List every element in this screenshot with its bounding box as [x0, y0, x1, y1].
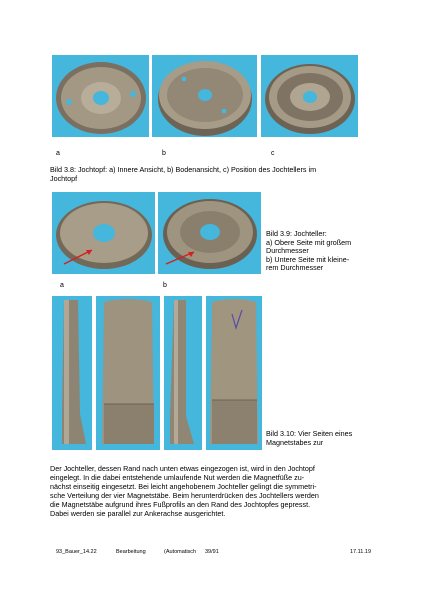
- jochteller-bottom-image: [158, 192, 261, 274]
- photo-jochteller-top-side: [52, 192, 155, 274]
- photo-jochteller-bottom-side: [158, 192, 261, 274]
- jochtopf-inner-image: [52, 55, 149, 137]
- photo-magnet-bar-side-3: [164, 296, 202, 450]
- figure-3-9-caption-line-5: rem Durchmesser: [266, 263, 324, 273]
- body-line-3: nächst einseitig eingesetzt. Bei leicht angehobenem Jochteller gelingt die symmetri-: [50, 482, 317, 491]
- jochteller-top-image: [52, 192, 155, 274]
- body-line-6: Dabei werden sie parallel zur Ankerachse ausgerichtet.: [50, 509, 226, 518]
- figure-3-9-label-b: b: [163, 282, 167, 289]
- figure-3-9-caption-line-1: Bild 3.9: Jochteller:: [266, 229, 327, 238]
- jochteller-position-image: [261, 55, 358, 137]
- magnet-bar-side-2-image: [96, 296, 160, 450]
- magnet-bar-side-3-image: [164, 296, 202, 450]
- figure-3-9-caption-line-3: Durchmesser: [266, 246, 309, 256]
- figure-3-10-caption-line-1: Bild 3.10: Vier Seiten eines: [266, 429, 353, 438]
- body-paragraph: [50, 464, 380, 518]
- body-line-2: eingelegt. In die dabei entstehende umlaufende Nut werden die Magnetfüße zu-: [50, 473, 305, 482]
- footer-status: Bearbeitung: [116, 549, 146, 555]
- figure-3-8-label-b: b: [162, 150, 166, 157]
- figure-3-10-caption-line-2: Magnetstabes zur: [266, 437, 324, 447]
- photo-jochtopf-inner-view: [52, 55, 149, 137]
- photo-magnet-bar-side-4: [206, 296, 262, 450]
- figure-3-9-caption-line-2: a) Obere Seite mit großem: [266, 237, 352, 247]
- figure-3-9-caption-line-4: b) Untere Seite mit kleine-: [266, 254, 350, 264]
- body-line-5: die Magnetstäbe aufgrund ihres Fußprofils an den Rand des Jochtopfes gepresst.: [50, 500, 311, 509]
- photo-jochtopf-bottom-view: [152, 55, 257, 137]
- footer-file: 93_Bauer_14.22: [56, 549, 97, 555]
- magnet-bar-side-4-image: [206, 296, 262, 450]
- footer-page-number: 39/91: [205, 549, 219, 555]
- body-line-1: Der Jochteller, dessen Rand nach unten etwas eingezogen ist, wird in den Jochtopf: [50, 464, 315, 473]
- footer-mode: (Automatisch: [164, 549, 197, 555]
- figure-3-8-caption-line-1: Bild 3.8: Jochtopf: a) Innere Ansicht, b) Bodenansicht, c) Position des Jochtellers im: [50, 165, 317, 174]
- magnet-bar-side-1-image: [52, 296, 92, 450]
- photo-magnet-bar-side-2: [96, 296, 160, 450]
- figure-3-10-caption: [266, 430, 386, 447]
- jochtopf-bottom-image: [152, 55, 257, 137]
- body-line-4: sche Verteilung der vier Magnetstäbe. Beim herunterdrücken des Jochtellers werden: [50, 491, 319, 500]
- figure-3-9-caption: [266, 230, 376, 273]
- figure-3-8-label-a: a: [56, 150, 60, 157]
- figure-3-8-caption: [50, 166, 380, 183]
- figure-3-8-caption-line-2: Jochtopf: [50, 173, 78, 183]
- photo-magnet-bar-side-1: [52, 296, 92, 450]
- footer-date: 17.11.19: [350, 549, 372, 555]
- figure-3-8-label-c: c: [271, 150, 275, 157]
- figure-3-9-label-a: a: [60, 282, 64, 289]
- photo-jochteller-position: [261, 55, 358, 137]
